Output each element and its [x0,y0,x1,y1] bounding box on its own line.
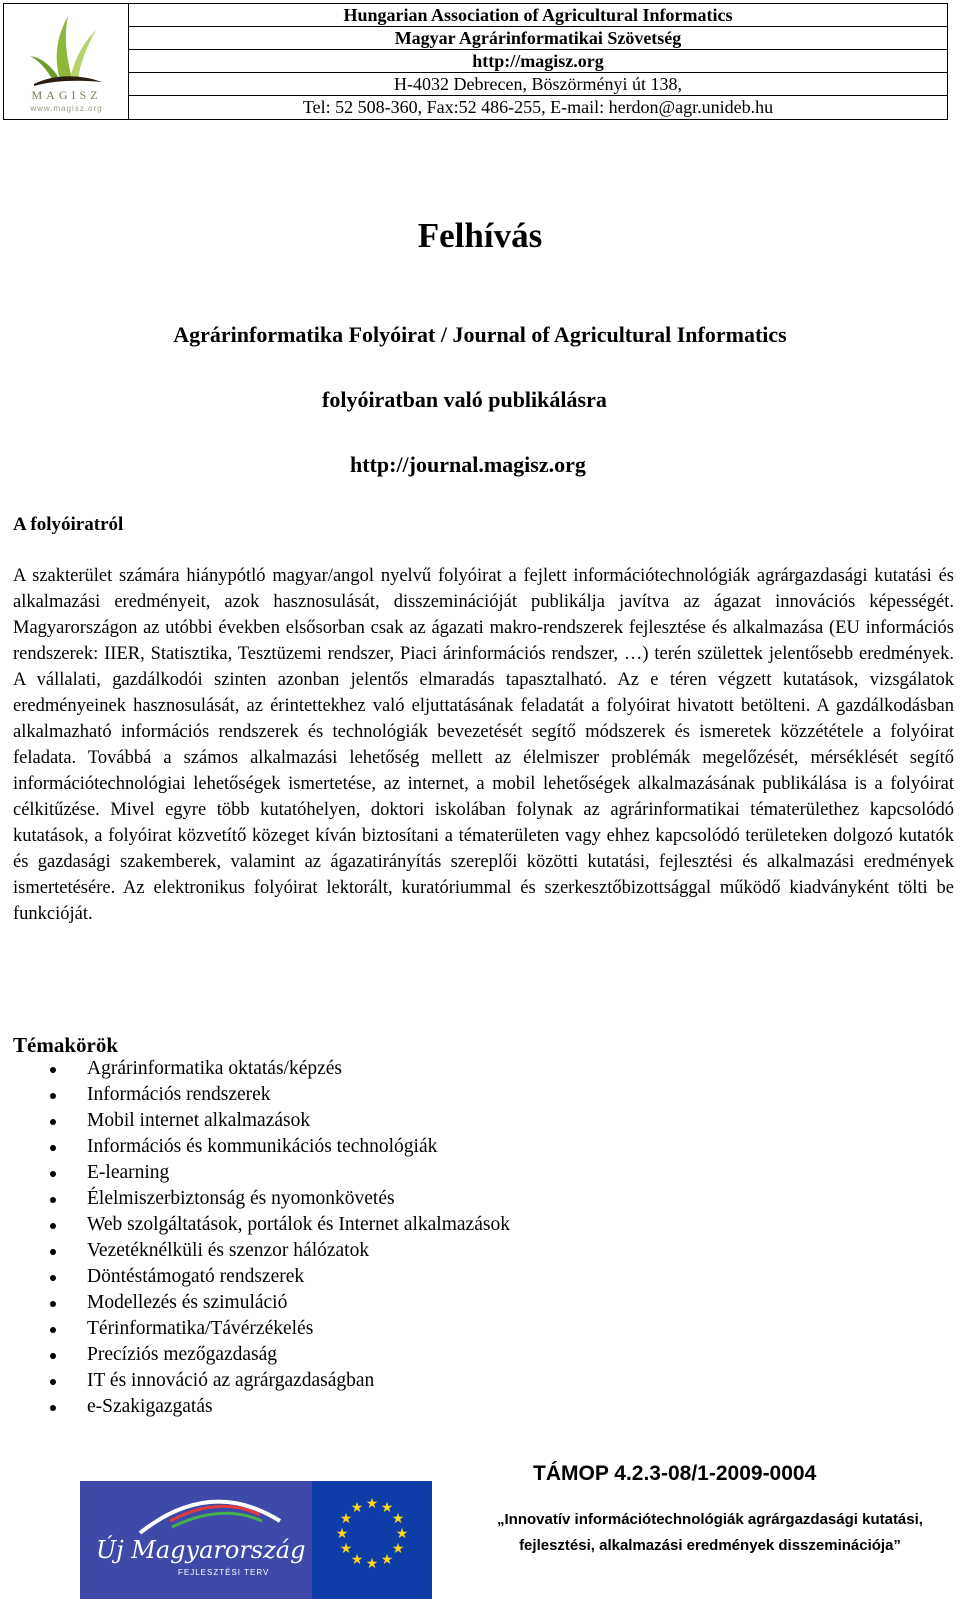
svg-text:★: ★ [380,1552,394,1568]
list-item: E-learning [13,1160,510,1186]
list-item: Információs és kommunikációs technológiák [13,1134,510,1160]
tamop-description [470,1507,950,1559]
subtitle: folyóiratban való publikálásra [322,387,607,412]
magisz-leaf-icon [24,8,110,88]
org-name-hu: Magyar Agrárinformatikai Szövetség [129,27,947,50]
org-url[interactable]: http://magisz.org [129,50,947,73]
svg-text:★: ★ [391,1511,405,1527]
svg-text:★: ★ [339,1511,353,1527]
svg-text:★: ★ [335,1526,349,1542]
list-item: e-Szakigazgatás [13,1394,510,1420]
svg-text:★: ★ [339,1541,353,1557]
svg-text:★: ★ [365,1556,379,1572]
svg-text:★: ★ [350,1500,364,1516]
logo-website: www.magisz.org [30,104,103,113]
tamop-desc-line: „Innovatív információtechnológiák agrárgazdasági kutatási, [497,1511,923,1528]
journal-name: Agrárinformatika Folyóirat / Journal of Agricultural Informatics [173,322,787,347]
banner-subtext: FEJLESZTÉSI TERV [178,1568,270,1577]
tamop-desc-line: fejlesztési, alkalmazási eredmények disszeminációja” [519,1537,901,1554]
journal-url-link[interactable]: http://journal.magisz.org [350,452,586,477]
uj-magyarorszag-banner [80,1481,432,1599]
logo-name: MAGISZ [31,88,102,102]
svg-text:★: ★ [395,1526,409,1542]
topics-heading: Témakörök [13,1033,118,1057]
list-item: Precíziós mezőgazdaság [13,1342,510,1368]
banner-text: Új Magyarország [96,1536,306,1564]
about-paragraph: A szakterület számára hiánypótló magyar/angol nyelvű folyóirat a fejlett információtechnológiák agrárgazdasági kutatási és alkalmazási eredményeit, azok hasznosulását, disszeminációját publikálja javítva az ágazat innovációs képességét. Magyarországon az utóbbi években elsősorban csak az ágazati makro-rendszerek fejlesztése és alkalmazása (EU információs rendszerek: IIER, Statisztika, Tesztüzemi rendszer, Piaci árinformációs rendszer, …) terén születtek jelentősebb eredmények. A vállalati, gazdálkodói szinten azonban jelentős elmaradás tapasztalható. Az e téren végzett kutatások, vizsgálatok eredményeinek hasznosulását, az érintettekhez való eljuttatásának feladatát a folyóirat hivatott betölteni. A gazdálkodásban alkalmazható információs rendszerek és technológiák bevezetését segítő módszerek és ismeretek közzététele a folyóirat feladata. Továbbá a számos alkalmazási lehetőség mellett az élelmiszer problémák megelőzését, mérséklését segítő információtechnológiai lehetőségek ismertetése, az internet, a mobil lehetőségek alkalmazásának publikálása is a folyóirat célkitűzése. Mivel egyre több kutatóhelyen, doktori iskolában folynak az agrárinformatikai tématerülethez kapcsolódó kutatások, a folyóirat közvetítő közeget kíván biztosítani a tématerületen vagy ehhez kapcsolódó területeken dolgozó kutatók és gazdasági szakemberek, valamint az ágazatirányítás szereplői közötti kutatási, fejlesztési és alkalmazási eredmények ismertetésére. Az elektronikus folyóirat lektorált, kuratóriummal és szerkesztőbizottsággal működő kiadványként tölti be funkcióját. [13,566,954,924]
svg-text:★: ★ [391,1541,405,1557]
letterhead [3,3,948,120]
list-item: IT és innováció az agrárgazdaságban [13,1368,510,1394]
list-item: Vezetéknélküli és szenzor hálózatok [13,1238,510,1264]
magisz-logo [4,4,129,119]
list-item: Modellezés és szimuláció [13,1290,510,1316]
list-item: Agrárinformatika oktatás/képzés [13,1056,510,1082]
list-item: Térinformatika/Távérzékelés [13,1316,510,1342]
list-item: Mobil internet alkalmazások [13,1108,510,1134]
page-title: Felhívás [417,216,543,255]
svg-text:★: ★ [350,1552,364,1568]
tamop-code: TÁMOP 4.2.3-08/1-2009-0004 [533,1462,817,1485]
list-item: Web szolgáltatások, portálok és Internet alkalmazások [13,1212,510,1238]
eu-stars-icon [312,1481,432,1599]
eu-flag [312,1481,432,1599]
org-contact: Tel: 52 508-360, Fax:52 486-255, E-mail: herdon@agr.unideb.hu [302,97,774,117]
org-address: H-4032 Debrecen, Böszörményi út 138, [129,73,947,96]
org-info [129,4,947,119]
svg-text:★: ★ [365,1496,379,1512]
uj-magyarorszag-logo [80,1481,312,1599]
svg-text:★: ★ [380,1500,394,1516]
org-name-en: Hungarian Association of Agricultural Informatics [129,4,947,27]
list-item: Élelmiszerbiztonság és nyomonkövetés [13,1186,510,1212]
list-item: Döntéstámogató rendszerek [13,1264,510,1290]
topic-list [13,1056,510,1420]
about-heading: A folyóiratról [13,514,124,535]
list-item: Információs rendszerek [13,1082,510,1108]
